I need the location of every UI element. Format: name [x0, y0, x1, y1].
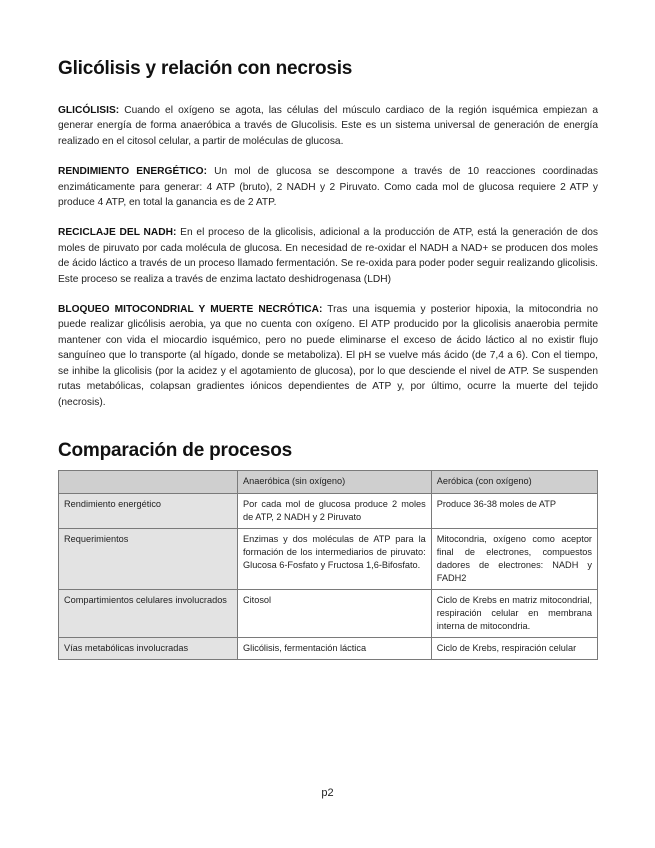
paragraph-reciclaje	[58, 225, 598, 287]
cell-anaerobic: Glicólisis, fermentación láctica	[238, 637, 432, 659]
paragraph-text: En el proceso de la glicolisis, adicional a la producción de ATP, está la generación de dos moles de piruvato por cada molécula de glucosa. En necesidad de re-oxidar el NADH a NAD+ se producen dos moles de ácido láctico a través de un proceso llamado fermentación. Se re-oxida para poder poder seguir realizando glicolisis. Este proceso se realiza a través de enzima lactato deshidrogenasa (LDH)	[58, 227, 598, 285]
paragraph-text: Cuando el oxígeno se agota, las células del músculo cardiaco de la región isquémica empiezan a generar energía de forma anaeróbica a través de Glucolisis. Este es un sistema universal de generación de energía realizado en el citosol celular, a partir de moléculas de glucosa.	[58, 105, 598, 147]
row-label: Rendimiento energético	[59, 493, 238, 528]
table-row	[59, 528, 598, 589]
row-label: Vías metabólicas involucradas	[59, 637, 238, 659]
paragraph-text: Un mol de glucosa se descompone a través de 10 reacciones coordinadas enzimáticamente para generar: 4 ATP (bruto), 2 NADH y 2 Piruvato. Como cada mol de glucosa requiere 2 ATP y produce 4 ATP, en total la ganancia es de 2 ATP.	[58, 166, 598, 209]
cell-aerobic: Produce 36-38 moles de ATP	[431, 493, 597, 528]
comparison-table	[58, 470, 598, 660]
paragraph-text: Tras una isquemia y posterior hipoxia, la mitocondria no puede realizar glicólisis aerobia, ya que no cuenta con oxígeno. El ATP producido por la glicolisis anaerobia permite mantener con vida el miocardio isquémico, pero no puede eliminarse el exceso de ácido láctico al no existir flujo sanguíneo que lo transporte (al hígado, donde se metaboliza). El pH se vuelve más ácido (de 7,4 a 6). Con el tiempo, se inhibe la glicolisis (por la acidez y el agotamiento de glucosa), por lo que desciende el nivel de ATP. Se suspenden rutas metabólicas, colapsan gradientes iónicos dependientes de ATP y, por último, ocurre la muerte del tejido (necrosis).	[58, 304, 598, 408]
paragraph-label: GLICÓLISIS:	[58, 105, 120, 116]
cell-aerobic: Ciclo de Krebs en matriz mitocondrial, respiración celular en membrana interna de mitocondria.	[431, 589, 597, 637]
section-title: Comparación de procesos	[58, 439, 293, 461]
table-row	[59, 493, 598, 528]
table-header-anaerobic: Anaeróbica (sin oxígeno)	[238, 470, 432, 493]
cell-aerobic: Ciclo de Krebs, respiración celular	[431, 637, 597, 659]
cell-anaerobic: Por cada mol de glucosa produce 2 moles de ATP, 2 NADH y 2 Piruvato	[238, 493, 432, 528]
cell-anaerobic: Enzimas y dos moléculas de ATP para la formación de los intermediarios de piruvato: Glucosa 6-Fosfato y Fructosa 1,6-Bifosfato.	[238, 528, 432, 589]
page-number: p2	[321, 787, 334, 799]
page-title: Glicólisis y relación con necrosis	[58, 58, 353, 79]
row-label: Compartimientos celulares involucrados	[59, 589, 238, 637]
cell-aerobic: Mitocondria, oxígeno como aceptor final de electrones, compuestos dadores de electrones: NADH y FADH2	[431, 528, 597, 589]
paragraph-glicolisis	[58, 103, 598, 149]
table-header-row	[59, 470, 598, 493]
row-label: Requerimientos	[59, 528, 238, 589]
paragraph-label: RENDIMIENTO ENERGÉTICO:	[58, 166, 207, 178]
paragraph-label: RECICLAJE DEL NADH:	[58, 227, 177, 239]
table-row	[59, 589, 598, 637]
paragraph-bloqueo	[58, 302, 598, 410]
table-header-empty	[59, 470, 238, 493]
table-header-aerobic: Aeróbica (con oxígeno)	[431, 470, 597, 493]
cell-anaerobic: Citosol	[238, 589, 432, 637]
paragraph-label: BLOQUEO MITOCONDRIAL Y MUERTE NECRÓTICA:	[58, 304, 323, 316]
document-page	[58, 58, 598, 660]
paragraph-rendimiento	[58, 164, 598, 210]
table-row	[59, 637, 598, 659]
